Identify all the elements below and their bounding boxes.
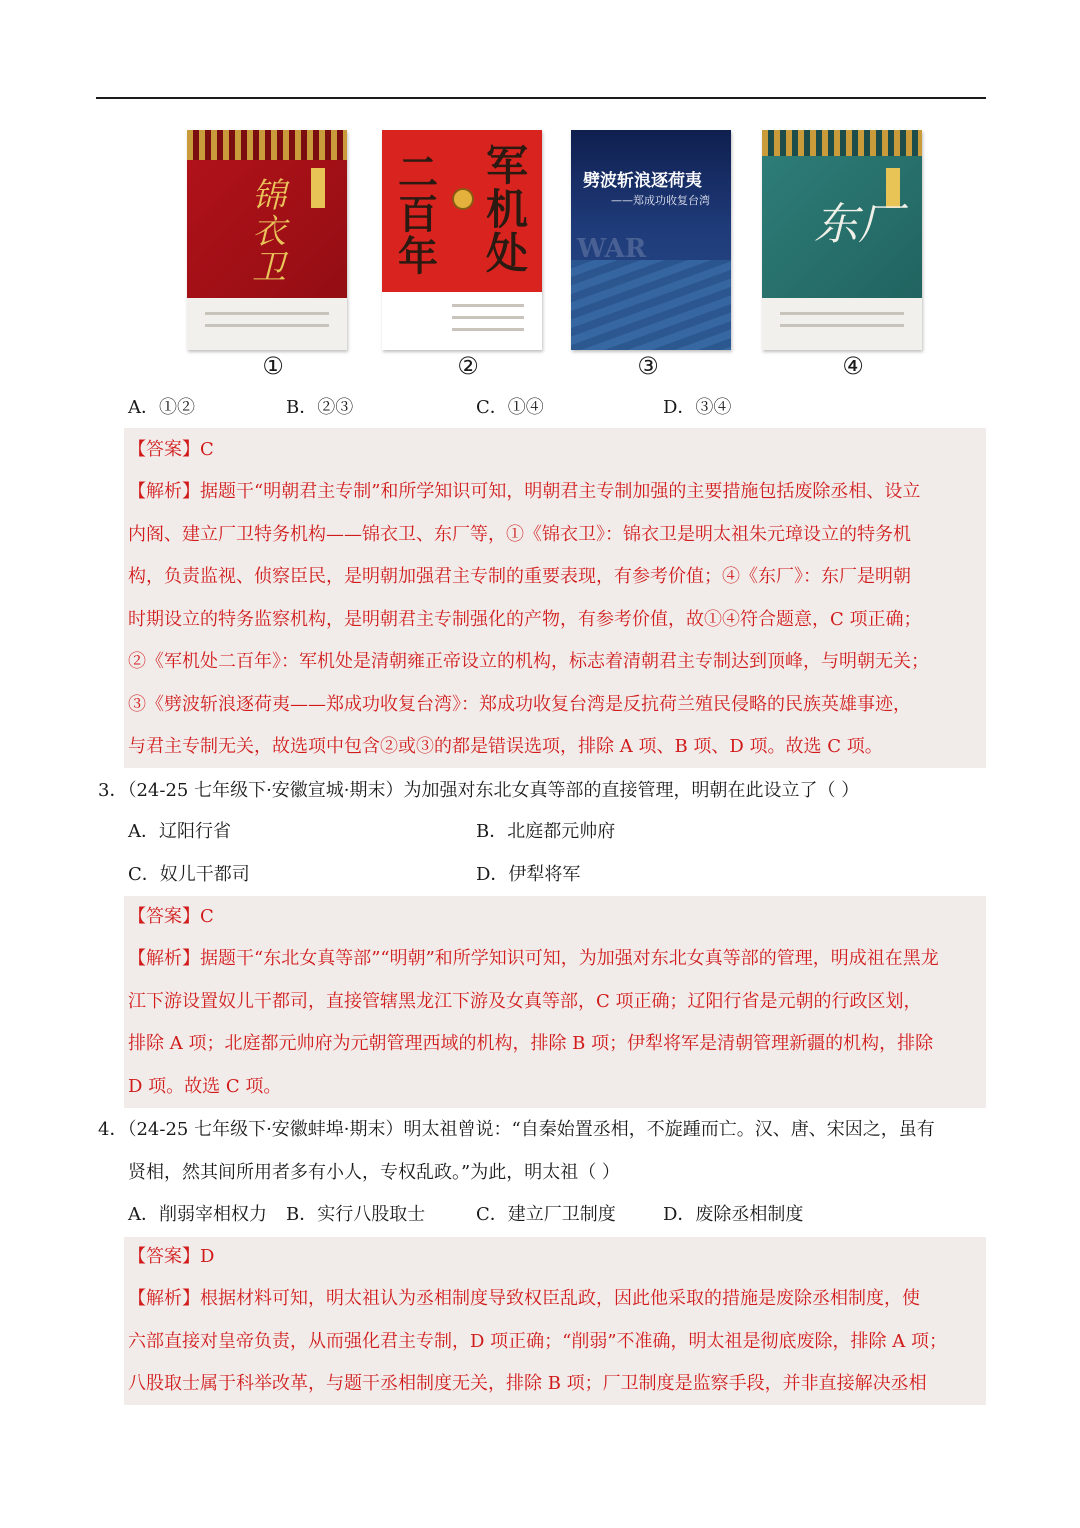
book-2-title-left: 二百年 [398,149,438,280]
book-cover-1 [187,130,347,350]
book-covers [185,130,925,380]
coin-icon [452,188,474,210]
q4-option-c[interactable]: C．建立厂卫制度 [476,1204,616,1225]
q3-stem: 3．（24-25 七年级下·安徽宣城·期末）为加强对东北女真等部的直接管理，明朝在此设立了（ ） [98,780,860,801]
q4-answer: 【答案】D [128,1246,215,1267]
q4-option-b[interactable]: B．实行八股取士 [286,1204,426,1225]
q4-option-d[interactable]: D．废除丞相制度 [663,1204,804,1225]
book-number-2: ② [457,352,479,380]
top-rule [96,97,986,99]
q4-analysis-line-3: 八股取士属于科举改革，与题干丞相制度无关，排除 B 项；厂卫制度是监察手段，并非直接解决丞相 [128,1373,927,1394]
q4-stem-line-1: 4．（24-25 七年级下·安徽蚌埠·期末）明太祖曾说：“自秦始置丞相，不旋踵而亡。汉、唐、宋因之，虽有 [98,1119,935,1140]
q3-option-d[interactable]: D．伊犁将军 [476,864,581,885]
book-cover-2 [382,130,542,350]
q2-answer-box [124,428,986,768]
book-cover-3: WAR 劈波斩浪逐荷夷 ——郑成功收复台湾 [571,130,731,350]
q2-analysis-line-6: ③《劈波斩浪逐荷夷——郑成功收复台湾》：郑成功收复台湾是反抗荷兰殖民侵略的民族英雄事迹， [128,694,911,715]
book-cover-4 [762,130,922,350]
q3-answer: 【答案】C [128,906,214,927]
book-3-subtitle: ——郑成功收复台湾 [611,194,710,207]
q2-analysis-line-3: 构，负责监视、侦察臣民，是明朝加强君主专制的重要表现，有参考价值；④《东厂》：东厂是明朝 [128,566,911,587]
book-3-title: 劈波斩浪逐荷夷 [583,171,702,191]
q3-option-a[interactable]: A．辽阳行省 [128,821,231,842]
q4-option-a[interactable]: A．削弱宰相权力 [128,1204,267,1225]
q2-answer: 【答案】C [128,439,214,460]
q4-stem-line-2: 贤相，然其间所用者多有小人，专权乱政。”为此，明太祖（ ） [128,1162,620,1183]
q2-option-d[interactable]: D．③④ [663,397,732,418]
book-1-title: 锦衣卫 [252,176,286,288]
q2-option-b[interactable]: B．②③ [286,397,354,418]
q2-analysis-line-2: 内阁、建立厂卫特务机构——锦衣卫、东厂等，①《锦衣卫》：锦衣卫是明太祖朱元璋设立的特务机 [128,524,911,545]
q4-analysis-line-2: 六部直接对皇帝负责，从而强化君主专制，D 项正确；“削弱”不准确，明太祖是彻底废除，排除 A 项； [128,1331,947,1352]
q2-analysis-line-4: 时期设立的特务监察机构，是明朝君主专制强化的产物，有参考价值，故①④符合题意，C 项正确； [128,609,922,630]
q2-analysis-line-7: 与君主专制无关，故选项中包含②或③的都是错误选项，排除 A 项、B 项、D 项。故选 C 项。 [128,736,883,757]
book-2-title-right: 军机处 [486,141,529,278]
q4-answer-box [124,1237,986,1405]
q3-option-c[interactable]: C．奴儿干都司 [128,864,250,885]
q4-analysis-line-1: 【解析】根据材料可知，明太祖认为丞相制度导致权臣乱政，因此他采取的措施是废除丞相制度，使 [128,1288,920,1309]
book-number-3: ③ [637,352,659,380]
q2-option-c[interactable]: C．①④ [476,397,544,418]
q3-analysis-line-4: D 项。故选 C 项。 [128,1076,282,1097]
q3-analysis-line-1: 【解析】据题干“东北女真等部”“明朝”和所学知识可知，为加强对东北女真等部的管理，明成祖在黑龙 [128,948,939,969]
q2-analysis-line-1: 【解析】据题干“明朝君主专制”和所学知识可知，明朝君主专制加强的主要措施包括废除丞相、设立 [128,481,921,502]
q3-analysis-line-3: 排除 A 项；北庭都元帅府为元朝管理西域的机构，排除 B 项；伊犁将军是清朝管理新疆的机构，排除 [128,1033,934,1054]
q3-option-b[interactable]: B．北庭都元帅府 [476,821,616,842]
book-4-title: 东厂 [814,199,902,250]
q2-analysis-line-5: ②《军机处二百年》：军机处是清朝雍正帝设立的机构，标志着清朝君主专制达到顶峰，与明朝无关； [128,651,929,672]
q3-answer-box [124,896,986,1108]
book-number-4: ④ [842,352,864,380]
book-number-1: ① [262,352,284,380]
q2-option-a[interactable]: A．①② [128,397,195,418]
q3-analysis-line-2: 江下游设置奴儿干都司，直接管辖黑龙江下游及女真等部，C 项正确；辽阳行省是元朝的行政区划， [128,991,922,1012]
